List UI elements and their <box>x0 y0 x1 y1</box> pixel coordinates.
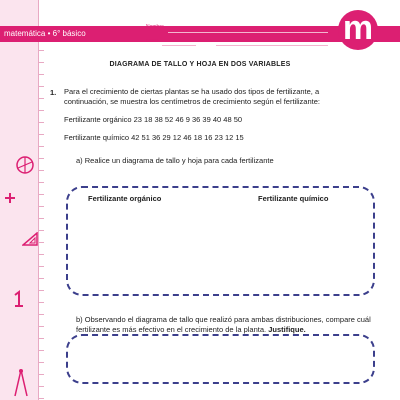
margin-tick <box>38 386 44 387</box>
date-field[interactable] <box>216 45 328 46</box>
margin-tick <box>38 158 44 159</box>
grade-label: 6° básico <box>52 29 86 38</box>
compass-icon <box>14 154 36 176</box>
course-field[interactable] <box>162 45 196 46</box>
logo: m <box>338 10 378 50</box>
subject-label: matemática <box>4 29 46 38</box>
organic-box-label: Fertilizante orgánico <box>88 194 162 203</box>
question-text: Para el crecimiento de ciertas plantas se ha usado dos tipos de fertilizante, a continuación, se muestra los centímetros de crecimiento según el fertilizante: <box>64 87 320 106</box>
margin-tick <box>38 230 44 231</box>
protractor-icon <box>12 368 30 398</box>
organic-data: Fertilizante orgánico 23 18 38 52 46 9 36 39 40 48 50 <box>64 115 243 124</box>
margin-tick <box>38 242 44 243</box>
chemical-box-label: Fertilizante químico <box>258 194 329 203</box>
part-b-instruction <box>76 315 376 335</box>
number-one-icon <box>12 290 24 308</box>
margin-tick <box>38 398 44 399</box>
margin-tick <box>38 206 44 207</box>
margin-tick <box>38 50 44 51</box>
margin-tick <box>38 326 44 327</box>
header-separator: • <box>47 29 51 38</box>
header-subject <box>4 26 86 42</box>
margin-ticks <box>38 50 44 400</box>
question-number: 1. <box>50 88 57 97</box>
name-label: Nombre <box>146 24 164 30</box>
part-a-instruction: a) Realice un diagrama de tallo y hoja para cada fertilizante <box>76 156 274 165</box>
margin-tick <box>38 134 44 135</box>
margin-tick <box>38 278 44 279</box>
margin-tick <box>38 350 44 351</box>
answer-box-b[interactable] <box>66 334 375 384</box>
plus-icon <box>4 192 16 204</box>
margin-tick <box>38 74 44 75</box>
margin-tick <box>38 98 44 99</box>
name-field[interactable] <box>168 32 328 33</box>
margin-tick <box>38 194 44 195</box>
margin-tick <box>38 218 44 219</box>
part-b-text: b) Observando el diagrama de tallo que realizó para ambas distribuciones, compare cuál fertilizante es más efectivo en el crecimiento de la planta. <box>76 315 371 334</box>
margin-tick <box>38 110 44 111</box>
margin-tick <box>38 122 44 123</box>
margin-tick <box>38 290 44 291</box>
chemical-data: Fertilizante químico 42 51 36 29 12 46 18 16 23 12 15 <box>64 133 244 142</box>
margin-tick <box>38 170 44 171</box>
margin-tick <box>38 374 44 375</box>
student-fields <box>140 16 336 46</box>
triangle-ruler-icon <box>22 232 38 246</box>
answer-box-a[interactable] <box>66 186 375 296</box>
margin-tick <box>38 86 44 87</box>
margin-tick <box>38 314 44 315</box>
margin-tick <box>38 362 44 363</box>
margin-tick <box>38 338 44 339</box>
part-b-justify: Justifique. <box>268 325 306 334</box>
margin-tick <box>38 146 44 147</box>
margin-tick <box>38 302 44 303</box>
date-label: fecha <box>200 38 213 44</box>
worksheet-title: DIAGRAMA DE TALLO Y HOJA EN DOS VARIABLES <box>109 61 291 68</box>
margin-tick <box>38 266 44 267</box>
margin-tick <box>38 182 44 183</box>
course-label: curso <box>146 38 159 44</box>
margin-tick <box>38 254 44 255</box>
